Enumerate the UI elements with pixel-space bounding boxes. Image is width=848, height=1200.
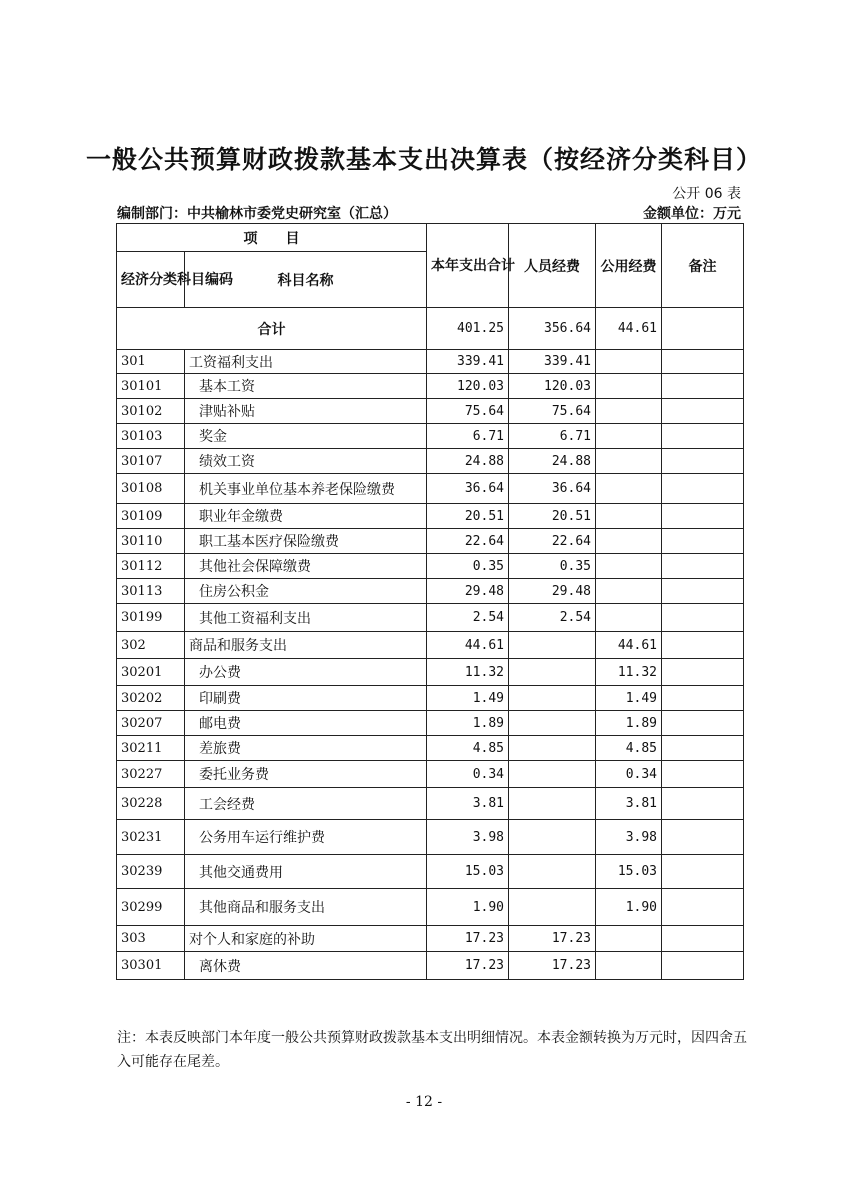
row-code: 30110 — [117, 529, 185, 554]
row-code: 30227 — [117, 761, 185, 788]
row-total: 17.23 — [427, 952, 509, 980]
row-name: 其他社会保障缴费 — [185, 554, 427, 579]
row-name: 其他商品和服务支出 — [185, 889, 427, 926]
table-row — [117, 736, 744, 761]
row-public: 11.32 — [596, 659, 662, 686]
row-remark — [662, 529, 744, 554]
table-row — [117, 952, 744, 980]
row-personnel — [509, 889, 596, 926]
row-remark — [662, 632, 744, 659]
total-amount: 401.25 — [427, 308, 509, 350]
row-name: 对个人和家庭的补助 — [185, 926, 427, 952]
table-row — [117, 788, 744, 820]
row-personnel: 29.48 — [509, 579, 596, 604]
row-code: 30101 — [117, 374, 185, 399]
row-personnel: 75.64 — [509, 399, 596, 424]
table-row — [117, 449, 744, 474]
row-total: 120.03 — [427, 374, 509, 399]
row-public: 4.85 — [596, 736, 662, 761]
total-remark — [662, 308, 744, 350]
row-total: 1.89 — [427, 711, 509, 736]
row-total: 2.54 — [427, 604, 509, 632]
row-name: 邮电费 — [185, 711, 427, 736]
row-remark — [662, 424, 744, 449]
table-row — [117, 554, 744, 579]
table-row — [117, 374, 744, 399]
row-code: 30211 — [117, 736, 185, 761]
row-remark — [662, 399, 744, 424]
row-total: 0.34 — [427, 761, 509, 788]
row-total: 1.49 — [427, 686, 509, 711]
row-public: 1.89 — [596, 711, 662, 736]
total-personnel: 356.64 — [509, 308, 596, 350]
header-name: 科目名称 — [185, 252, 427, 308]
row-name: 工资福利支出 — [185, 350, 427, 374]
table-row — [117, 659, 744, 686]
row-total: 22.64 — [427, 529, 509, 554]
row-remark — [662, 926, 744, 952]
row-public: 15.03 — [596, 855, 662, 889]
table-row — [117, 686, 744, 711]
table-row — [117, 820, 744, 855]
amount-unit: 金额单位：万元 — [643, 206, 741, 222]
row-name: 职工基本医疗保险缴费 — [185, 529, 427, 554]
table-row — [117, 424, 744, 449]
row-personnel — [509, 632, 596, 659]
row-total: 44.61 — [427, 632, 509, 659]
table-row — [117, 889, 744, 926]
row-remark — [662, 889, 744, 926]
row-public — [596, 374, 662, 399]
table-row — [117, 632, 744, 659]
row-remark — [662, 855, 744, 889]
row-personnel: 339.41 — [509, 350, 596, 374]
row-personnel: 20.51 — [509, 504, 596, 529]
row-personnel — [509, 686, 596, 711]
row-name: 差旅费 — [185, 736, 427, 761]
row-public: 1.90 — [596, 889, 662, 926]
row-personnel: 0.35 — [509, 554, 596, 579]
row-public: 3.81 — [596, 788, 662, 820]
row-total: 11.32 — [427, 659, 509, 686]
table-row — [117, 504, 744, 529]
table-row — [117, 604, 744, 632]
row-code: 301 — [117, 350, 185, 374]
row-code: 302 — [117, 632, 185, 659]
row-code: 30231 — [117, 820, 185, 855]
row-personnel: 17.23 — [509, 926, 596, 952]
row-total: 36.64 — [427, 474, 509, 504]
expenditure-table — [116, 223, 744, 980]
row-total: 1.90 — [427, 889, 509, 926]
row-name: 离休费 — [185, 952, 427, 980]
row-public: 0.34 — [596, 761, 662, 788]
row-remark — [662, 504, 744, 529]
row-personnel: 6.71 — [509, 424, 596, 449]
row-remark — [662, 736, 744, 761]
row-code: 30301 — [117, 952, 185, 980]
row-name: 职业年金缴费 — [185, 504, 427, 529]
row-remark — [662, 474, 744, 504]
row-public — [596, 399, 662, 424]
row-remark — [662, 604, 744, 632]
row-remark — [662, 659, 744, 686]
row-total: 20.51 — [427, 504, 509, 529]
row-code: 30102 — [117, 399, 185, 424]
row-name: 基本工资 — [185, 374, 427, 399]
row-name: 办公费 — [185, 659, 427, 686]
row-total: 339.41 — [427, 350, 509, 374]
row-remark — [662, 788, 744, 820]
row-public — [596, 579, 662, 604]
row-personnel: 17.23 — [509, 952, 596, 980]
row-name: 其他交通费用 — [185, 855, 427, 889]
form-number: 公开 06 表 — [672, 186, 741, 202]
row-name: 津贴补贴 — [185, 399, 427, 424]
table-row — [117, 399, 744, 424]
row-personnel — [509, 736, 596, 761]
row-code: 30202 — [117, 686, 185, 711]
table-row — [117, 474, 744, 504]
table-row — [117, 761, 744, 788]
row-public — [596, 604, 662, 632]
row-public — [596, 952, 662, 980]
row-code: 30108 — [117, 474, 185, 504]
row-public — [596, 449, 662, 474]
row-remark — [662, 711, 744, 736]
row-personnel — [509, 855, 596, 889]
header-total: 本年支出合计 — [427, 224, 509, 308]
row-name: 绩效工资 — [185, 449, 427, 474]
row-code: 30201 — [117, 659, 185, 686]
row-total: 15.03 — [427, 855, 509, 889]
row-name: 委托业务费 — [185, 761, 427, 788]
row-name: 奖金 — [185, 424, 427, 449]
row-name: 其他工资福利支出 — [185, 604, 427, 632]
table-row — [117, 579, 744, 604]
table-row — [117, 855, 744, 889]
total-label: 合计 — [117, 308, 427, 350]
row-name: 住房公积金 — [185, 579, 427, 604]
row-personnel — [509, 659, 596, 686]
row-personnel — [509, 761, 596, 788]
row-code: 30107 — [117, 449, 185, 474]
row-remark — [662, 820, 744, 855]
header-remark: 备注 — [662, 224, 744, 308]
row-name: 工会经费 — [185, 788, 427, 820]
page-number: - 12 - — [405, 1094, 443, 1110]
row-total: 3.81 — [427, 788, 509, 820]
row-public — [596, 474, 662, 504]
table-row — [117, 926, 744, 952]
row-public — [596, 926, 662, 952]
row-remark — [662, 952, 744, 980]
header-personnel: 人员经费 — [509, 224, 596, 308]
row-personnel: 120.03 — [509, 374, 596, 399]
row-total: 29.48 — [427, 579, 509, 604]
row-code: 30239 — [117, 855, 185, 889]
row-personnel: 36.64 — [509, 474, 596, 504]
row-personnel — [509, 788, 596, 820]
row-code: 30228 — [117, 788, 185, 820]
row-total: 4.85 — [427, 736, 509, 761]
row-public: 44.61 — [596, 632, 662, 659]
row-code: 30109 — [117, 504, 185, 529]
row-public — [596, 424, 662, 449]
row-remark — [662, 579, 744, 604]
row-code: 30199 — [117, 604, 185, 632]
row-public — [596, 554, 662, 579]
row-personnel: 24.88 — [509, 449, 596, 474]
row-public — [596, 350, 662, 374]
row-public: 3.98 — [596, 820, 662, 855]
row-code: 30207 — [117, 711, 185, 736]
row-code: 30112 — [117, 554, 185, 579]
table-row — [117, 350, 744, 374]
header-code: 经济分类科目编码 — [117, 252, 185, 308]
row-name: 公务用车运行维护费 — [185, 820, 427, 855]
total-row — [117, 308, 744, 350]
compiling-department: 编制部门：中共榆林市委党史研究室（汇总） — [117, 206, 397, 222]
row-personnel — [509, 711, 596, 736]
total-public: 44.61 — [596, 308, 662, 350]
table-row — [117, 711, 744, 736]
row-name: 机关事业单位基本养老保险缴费 — [185, 474, 427, 504]
document-title: 一般公共预算财政拨款基本支出决算表（按经济分类科目） — [85, 145, 762, 174]
row-code: 30299 — [117, 889, 185, 926]
row-total: 0.35 — [427, 554, 509, 579]
row-remark — [662, 686, 744, 711]
row-total: 3.98 — [427, 820, 509, 855]
row-name: 印刷费 — [185, 686, 427, 711]
row-personnel — [509, 820, 596, 855]
row-name: 商品和服务支出 — [185, 632, 427, 659]
row-remark — [662, 449, 744, 474]
row-remark — [662, 350, 744, 374]
row-public — [596, 504, 662, 529]
row-personnel: 2.54 — [509, 604, 596, 632]
row-total: 75.64 — [427, 399, 509, 424]
row-code: 30113 — [117, 579, 185, 604]
row-remark — [662, 554, 744, 579]
header-item: 项 目 — [117, 224, 427, 252]
row-remark — [662, 374, 744, 399]
row-personnel: 22.64 — [509, 529, 596, 554]
row-total: 24.88 — [427, 449, 509, 474]
row-remark — [662, 761, 744, 788]
row-total: 6.71 — [427, 424, 509, 449]
row-code: 303 — [117, 926, 185, 952]
row-public — [596, 529, 662, 554]
table-row — [117, 529, 744, 554]
row-public: 1.49 — [596, 686, 662, 711]
row-code: 30103 — [117, 424, 185, 449]
row-total: 17.23 — [427, 926, 509, 952]
footnote: 注：本表反映部门本年度一般公共预算财政拨款基本支出明细情况。本表金额转换为万元时，因四舍五入可能存在尾差。 — [117, 1030, 747, 1070]
header-public: 公用经费 — [596, 224, 662, 308]
